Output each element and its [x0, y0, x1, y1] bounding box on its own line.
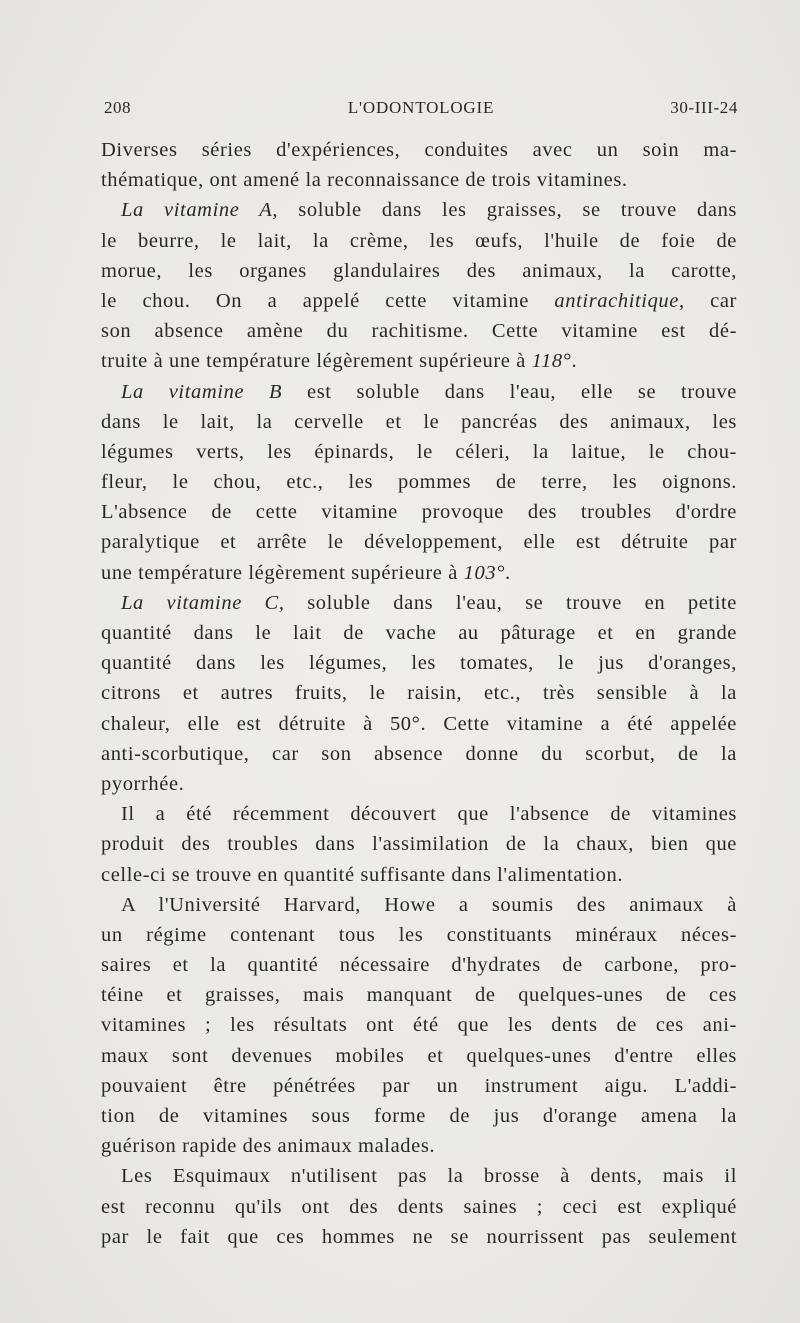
text-line: produit des troubles dans l'assimilation de la chaux, bien que — [101, 833, 737, 856]
text-line: le beurre, le lait, la crème, les œufs, l'huile de foie de — [101, 229, 737, 252]
text-line: une température légèrement supérieure à 103°. — [101, 561, 511, 584]
text-line: L'absence de cette vitamine provoque des troubles d'ordre — [101, 501, 737, 524]
text-line: tion de vitamines sous forme de jus d'orange amena la — [101, 1105, 737, 1127]
text-line: le chou. On a appelé cette vitamine antirachitique, car — [101, 289, 737, 312]
italic-temperature: 118° — [531, 350, 572, 373]
text-line: celle-ci se trouve en quantité suffisante dans l'alimentation. — [101, 863, 624, 886]
text-line: maux sont devenues mobiles et quelques-unes d'entre elles — [101, 1044, 737, 1067]
text-line: est reconnu qu'ils ont des dents saines ; ceci est expliqué — [101, 1195, 737, 1218]
text-line: son absence amène du rachitisme. Cette vitamine est dé- — [101, 320, 737, 343]
text-line: A l'Université Harvard, Howe a soumis des animaux à — [121, 893, 737, 916]
text-line: paralytique et arrête le développement, elle est détruite par — [101, 531, 737, 554]
page-number: 208 — [104, 98, 131, 117]
text-line: chaleur, elle est détruite à 50°. Cette vitamine a été appelée — [101, 712, 737, 735]
text-line: pyorrhée. — [101, 772, 185, 795]
article-body — [101, 135, 737, 1252]
text-line: un régime contenant tous les constituants minéraux néces- — [101, 923, 737, 946]
text-line: quantité dans le lait de vache au pâturage et en grande — [101, 622, 737, 644]
running-header — [104, 98, 738, 122]
text-line: anti-scorbutique, car son absence donne du scorbut, de la — [101, 742, 737, 765]
vitamin-c-heading: La vitamine C, — [121, 591, 285, 614]
text-line: La vitamine B est soluble dans l'eau, elle se trouve — [121, 380, 738, 403]
text-line: Il a été récemment découvert que l'absence de vitamines — [121, 803, 737, 826]
vitamin-a-heading: La vitamine A, — [121, 199, 279, 222]
vitamin-b-heading: La vitamine B — [121, 380, 283, 403]
text-line: saires et la quantité nécessaire d'hydrates de carbone, pro- — [101, 954, 737, 977]
italic-term: antirachitique, — [554, 289, 685, 312]
text-line: citrons et autres fruits, le raisin, etc., très sensible à la — [101, 682, 737, 705]
text-line: La vitamine A, soluble dans les graisses, se trouve dans — [121, 199, 737, 222]
text-line: Les Esquimaux n'utilisent pas la brosse à dents, mais il — [121, 1165, 737, 1188]
text-line: téine et graisses, mais manquant de quelques-unes de ces — [101, 984, 737, 1007]
journal-title: L'ODONTOLOGIE — [347, 98, 495, 117]
text-line: truite à une température légèrement supérieure à 118°. — [101, 350, 578, 373]
text-line: dans le lait, la cervelle et le pancréas des animaux, les — [101, 410, 737, 433]
text-line: morue, les organes glandulaires des animaux, la carotte, — [101, 259, 737, 282]
text-line: guérison rapide des animaux malades. — [101, 1135, 436, 1158]
text-line: pouvaient être pénétrées par un instrument aigu. L'addi- — [101, 1074, 737, 1097]
text-line: thématique, ont amené la reconnaissance de trois vitamines. — [101, 169, 628, 192]
text-line: vitamines ; les résultats ont été que les dents de ces ani- — [101, 1014, 737, 1037]
text-line: par le fait que ces hommes ne se nourrissent pas seulement — [101, 1225, 737, 1248]
text-line: quantité dans les légumes, les tomates, le jus d'oranges, — [101, 652, 737, 675]
text-line: fleur, le chou, etc., les pommes de terre, les oignons. — [101, 471, 737, 494]
text-line: légumes verts, les épinards, le céleri, la laitue, le chou- — [101, 440, 737, 463]
text-line: La vitamine C, soluble dans l'eau, se trouve en petite — [121, 591, 737, 614]
issue-date: 30-III-24 — [670, 98, 738, 117]
italic-temperature: 103° — [463, 561, 505, 584]
text-line: Diverses séries d'expériences, conduites avec un soin ma- — [101, 139, 737, 161]
